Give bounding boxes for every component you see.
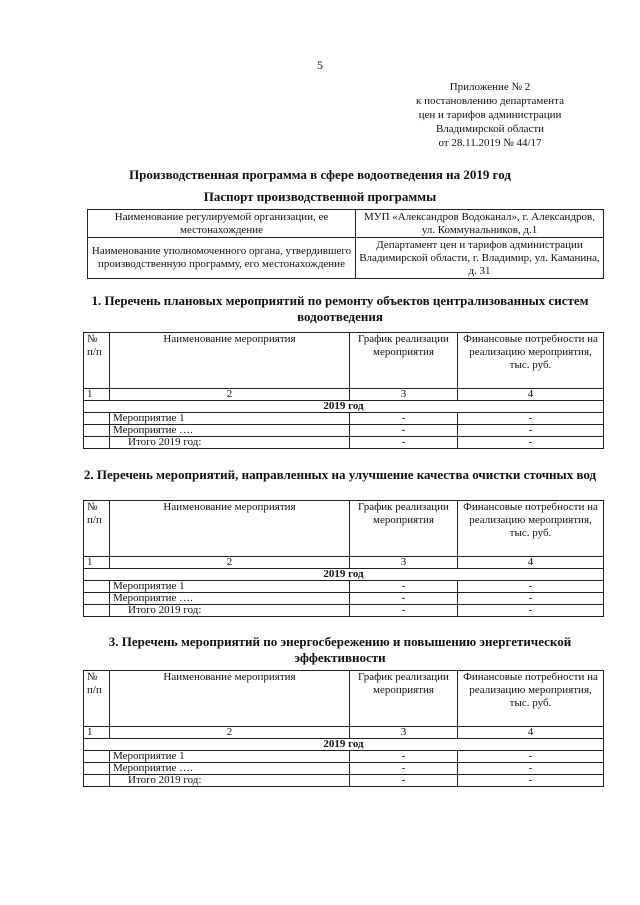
header-schedule: График реализации мероприятия [350, 501, 458, 557]
passport-label: Наименование уполномоченного органа, утвердившего производственную программу, его местонахождение [88, 238, 356, 279]
passport-label: Наименование регулируемой организации, ее местонахождение [88, 210, 356, 238]
header-finance: Финансовые потребности на реализацию мероприятия, тыс. руб. [458, 501, 604, 557]
section-title: 3. Перечень мероприятий по энергосбережению и повышению энергетической эффективности [108, 634, 572, 665]
year-row [84, 569, 604, 581]
measure-finance: - [458, 763, 604, 775]
measure-schedule: - [350, 751, 458, 763]
year-label: 2019 год [84, 401, 604, 413]
table-row [84, 425, 604, 437]
table-row [84, 581, 604, 593]
row-number [84, 437, 110, 449]
column-number: 4 [458, 727, 604, 739]
total-row [84, 775, 604, 787]
header-name: Наименование мероприятия [110, 671, 350, 727]
table-row [84, 751, 604, 763]
passport-title: Паспорт производственной программы [203, 189, 437, 204]
total-row [84, 437, 604, 449]
total-label: Итого 2019 год: [110, 437, 350, 449]
measure-name: Мероприятие 1 [110, 581, 350, 593]
appendix-line: Приложение № 2 [449, 81, 531, 93]
section-table [83, 332, 604, 449]
measure-schedule: - [350, 413, 458, 425]
measure-name: Мероприятие …. [110, 763, 350, 775]
total-schedule: - [350, 775, 458, 787]
passport-value: МУП «Александров Водоканал», г. Александров, ул. Коммунальников, д.1 [356, 210, 604, 238]
appendix-line: Владимирской области [435, 123, 545, 135]
header-schedule: График реализации мероприятия [350, 671, 458, 727]
measure-finance: - [458, 751, 604, 763]
measure-name: Мероприятие 1 [110, 751, 350, 763]
header-schedule: График реализации мероприятия [350, 333, 458, 389]
measure-finance: - [458, 425, 604, 437]
column-number: 1 [84, 389, 110, 401]
table-row [84, 593, 604, 605]
header-finance: Финансовые потребности на реализацию мероприятия, тыс. руб. [458, 671, 604, 727]
table-header-row [84, 333, 604, 389]
section-title: 2. Перечень мероприятий, направленных на улучшение качества очистки сточных вод [83, 467, 597, 482]
measure-schedule: - [350, 581, 458, 593]
passport-row [88, 210, 604, 238]
header-number: № п/п [84, 501, 110, 557]
table-row [84, 413, 604, 425]
column-number: 3 [350, 389, 458, 401]
total-label: Итого 2019 год: [110, 775, 350, 787]
row-number [84, 425, 110, 437]
year-row [84, 401, 604, 413]
measure-finance: - [458, 581, 604, 593]
column-number: 3 [350, 727, 458, 739]
total-label: Итого 2019 год: [110, 605, 350, 617]
column-numbers-row [84, 557, 604, 569]
header-name: Наименование мероприятия [110, 501, 350, 557]
column-number: 1 [84, 727, 110, 739]
header-finance: Финансовые потребности на реализацию мероприятия, тыс. руб. [458, 333, 604, 389]
total-finance: - [458, 437, 604, 449]
passport-table [87, 209, 604, 279]
appendix-line: цен и тарифов администрации [418, 109, 562, 121]
passport-value: Департамент цен и тарифов администрации Владимирской области, г. Владимир, ул. Каманина, д. 31 [356, 238, 604, 279]
row-number [84, 593, 110, 605]
appendix-block [380, 80, 600, 150]
measure-name: Мероприятие …. [110, 425, 350, 437]
measure-name: Мероприятие 1 [110, 413, 350, 425]
column-numbers-row [84, 727, 604, 739]
row-number [84, 775, 110, 787]
header-number: № п/п [84, 671, 110, 727]
column-number: 2 [110, 727, 350, 739]
column-number: 4 [458, 389, 604, 401]
row-number [84, 763, 110, 775]
column-number: 1 [84, 557, 110, 569]
measure-finance: - [458, 593, 604, 605]
header-number: № п/п [84, 333, 110, 389]
column-number: 3 [350, 557, 458, 569]
measure-schedule: - [350, 593, 458, 605]
section-table [83, 670, 604, 787]
column-number: 4 [458, 557, 604, 569]
table-header-row [84, 671, 604, 727]
total-finance: - [458, 605, 604, 617]
page-number: 5 [317, 58, 323, 72]
appendix-line: к постановлению департамента [416, 95, 564, 107]
measure-finance: - [458, 413, 604, 425]
table-header-row [84, 501, 604, 557]
row-number [84, 581, 110, 593]
row-number [84, 413, 110, 425]
measure-name: Мероприятие …. [110, 593, 350, 605]
measure-schedule: - [350, 425, 458, 437]
appendix-line: от 28.11.2019 № 44/17 [438, 137, 542, 149]
measure-schedule: - [350, 763, 458, 775]
column-numbers-row [84, 389, 604, 401]
year-row [84, 739, 604, 751]
table-row [84, 763, 604, 775]
total-finance: - [458, 775, 604, 787]
total-schedule: - [350, 437, 458, 449]
column-number: 2 [110, 389, 350, 401]
section-table [83, 500, 604, 617]
year-label: 2019 год [84, 569, 604, 581]
document-title: Производственная программа в сфере водоотведения на 2019 год [129, 167, 511, 182]
row-number [84, 751, 110, 763]
row-number [84, 605, 110, 617]
passport-row [88, 238, 604, 279]
column-number: 2 [110, 557, 350, 569]
total-row [84, 605, 604, 617]
header-name: Наименование мероприятия [110, 333, 350, 389]
year-label: 2019 год [84, 739, 604, 751]
section-title: 1. Перечень плановых мероприятий по ремонту объектов централизованных систем водоотведения [91, 293, 589, 324]
total-schedule: - [350, 605, 458, 617]
